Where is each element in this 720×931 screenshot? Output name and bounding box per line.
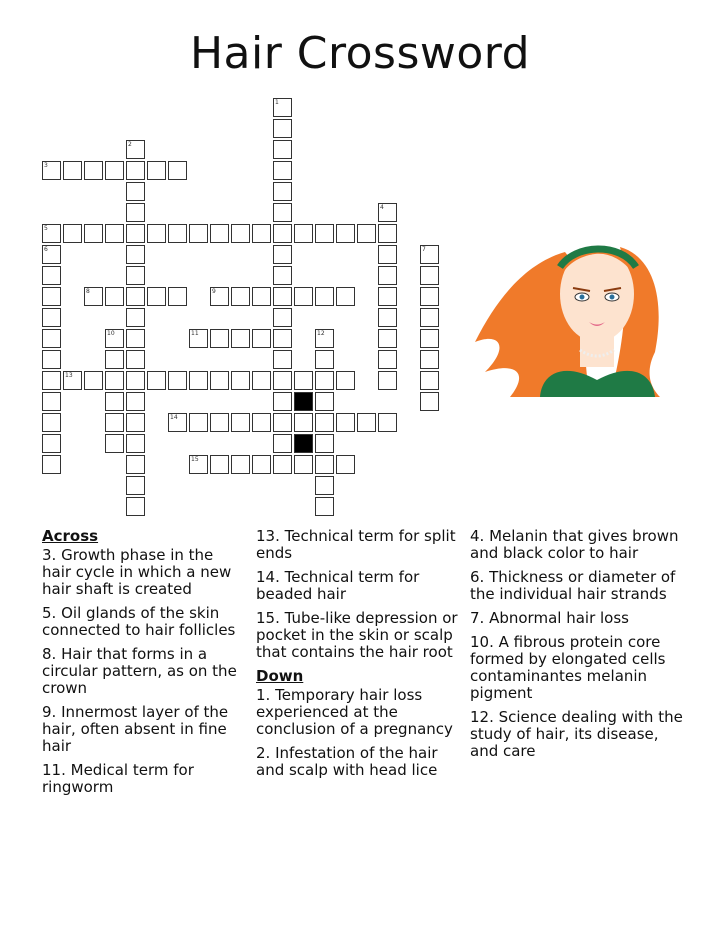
clue-item [256, 610, 464, 661]
grid-cell[interactable] [168, 161, 187, 180]
grid-cell[interactable] [231, 371, 250, 390]
clue-number: 5 [44, 225, 48, 232]
grid-cell[interactable] [315, 476, 334, 495]
clue-number-label: 4. [470, 527, 490, 545]
grid-cell[interactable] [420, 371, 439, 390]
grid-cell[interactable] [231, 224, 250, 243]
black-cell [294, 392, 313, 411]
grid-cell[interactable] [63, 224, 82, 243]
grid-cell[interactable] [273, 392, 292, 411]
grid-cell[interactable] [357, 224, 376, 243]
clue-text: Science dealing with the study of hair, its disease, and care [470, 708, 683, 760]
grid-cell[interactable] [252, 224, 271, 243]
grid-cell[interactable] [294, 224, 313, 243]
grid-cell[interactable] [315, 350, 334, 369]
grid-cell[interactable] [252, 287, 271, 306]
clue-text: Melanin that gives brown and black color to hair [470, 527, 679, 562]
grid-cell[interactable] [147, 161, 166, 180]
clue-item [256, 569, 464, 603]
grid-cell[interactable] [294, 371, 313, 390]
grid-cell[interactable] [105, 413, 124, 432]
grid-cell[interactable] [42, 308, 61, 327]
grid-cell[interactable] [126, 350, 145, 369]
clue-number: 1 [275, 99, 279, 106]
grid-cell[interactable] [42, 287, 61, 306]
clue-number: 8 [86, 288, 90, 295]
grid-cell[interactable] [105, 392, 124, 411]
grid-cell[interactable] [378, 371, 397, 390]
grid-cell[interactable] [273, 413, 292, 432]
page-title: Hair Crossword [189, 28, 531, 79]
grid-cell[interactable] [420, 329, 439, 348]
clue-number-label: 7. [470, 609, 490, 627]
woman-illustration [470, 222, 685, 402]
grid-cell[interactable] [126, 161, 145, 180]
grid-cell[interactable] [357, 413, 376, 432]
grid-cell[interactable] [273, 371, 292, 390]
grid-cell[interactable] [168, 287, 187, 306]
grid-cell[interactable] [273, 266, 292, 285]
grid-cell[interactable] [126, 476, 145, 495]
grid-cell[interactable] [126, 392, 145, 411]
grid-cell[interactable] [378, 329, 397, 348]
clue-item [42, 762, 247, 796]
grid-cell[interactable] [252, 413, 271, 432]
grid-cell[interactable] [378, 245, 397, 264]
grid-cell[interactable] [252, 329, 271, 348]
grid-cell[interactable] [42, 392, 61, 411]
clue-number: 7 [422, 246, 426, 253]
clue-text: Oil glands of the skin connected to hair follicles [42, 604, 236, 639]
clues-column-1 [42, 528, 247, 803]
grid-cell[interactable] [126, 182, 145, 201]
grid-cell[interactable] [105, 371, 124, 390]
clue-text: Growth phase in the hair cycle in which a new hair shaft is created [42, 546, 232, 598]
grid-cell[interactable] [210, 455, 229, 474]
clue-item [470, 634, 685, 702]
clue-text: Innermost layer of the hair, often absent in fine hair [42, 703, 229, 755]
grid-cell[interactable] [273, 161, 292, 180]
grid-cell[interactable] [273, 308, 292, 327]
clue-item [256, 745, 464, 779]
clue-number: 10 [107, 330, 115, 337]
grid-cell[interactable] [126, 224, 145, 243]
grid-cell[interactable] [126, 413, 145, 432]
clue-number: 4 [380, 204, 384, 211]
grid-cell[interactable] [273, 182, 292, 201]
clue-number-label: 2. [256, 744, 276, 762]
clue-text: Temporary hair loss experienced at the conclusion of a pregnancy [256, 686, 453, 738]
clue-item [42, 605, 247, 639]
grid-cell[interactable] [168, 224, 187, 243]
clue-item [42, 547, 247, 598]
grid-cell[interactable] [42, 329, 61, 348]
clue-text: Technical term for beaded hair [256, 568, 420, 603]
grid-cell[interactable] [315, 455, 334, 474]
grid-cell[interactable] [378, 224, 397, 243]
grid-cell[interactable] [42, 266, 61, 285]
clue-number: 14 [170, 414, 178, 421]
grid-cell[interactable] [315, 413, 334, 432]
grid-cell[interactable] [420, 287, 439, 306]
clue-number: 11 [191, 330, 199, 337]
clues-column-2 [256, 528, 464, 786]
grid-cell[interactable] [126, 455, 145, 474]
grid-cell[interactable] [336, 224, 355, 243]
grid-cell[interactable] [42, 455, 61, 474]
dress [540, 371, 655, 397]
grid-cell[interactable] [315, 434, 334, 453]
grid-cell[interactable] [105, 287, 124, 306]
grid-cell[interactable] [315, 224, 334, 243]
grid-cell[interactable] [252, 371, 271, 390]
grid-cell[interactable] [420, 266, 439, 285]
grid-cell[interactable] [42, 434, 61, 453]
grid-cell[interactable] [273, 224, 292, 243]
clue-text: Medical term for ringworm [42, 761, 194, 796]
grid-cell[interactable] [315, 371, 334, 390]
clue-text: Tube-like depression or pocket in the skin or scalp that contains the hair root [256, 609, 458, 661]
grid-cell[interactable] [273, 329, 292, 348]
grid-cell[interactable] [273, 245, 292, 264]
clue-number: 12 [317, 330, 325, 337]
grid-cell[interactable] [147, 371, 166, 390]
clue-number-label: 12. [470, 708, 499, 726]
grid-cell[interactable] [231, 455, 250, 474]
clue-text: A fibrous protein core formed by elongated cells contaminantes melanin pigment [470, 633, 666, 702]
grid-cell[interactable] [273, 434, 292, 453]
clue-number-label: 13. [256, 527, 285, 545]
clue-number: 9 [212, 288, 216, 295]
grid-cell[interactable] [126, 371, 145, 390]
grid-cell[interactable] [84, 371, 103, 390]
clue-text: Abnormal hair loss [489, 609, 629, 627]
clue-text: Infestation of the hair and scalp with head lice [256, 744, 438, 779]
clue-item [470, 528, 685, 562]
grid-cell[interactable] [126, 308, 145, 327]
grid-cell[interactable] [42, 413, 61, 432]
grid-cell[interactable] [378, 308, 397, 327]
clue-number-label: 14. [256, 568, 285, 586]
grid-cell[interactable] [210, 224, 229, 243]
grid-cell[interactable] [126, 497, 145, 516]
grid-cell[interactable] [210, 329, 229, 348]
clue-number: 6 [44, 246, 48, 253]
grid-cell[interactable] [63, 161, 82, 180]
clue-text: Hair that forms in a circular pattern, as on the crown [42, 645, 237, 697]
clue-item [470, 569, 685, 603]
grid-cell[interactable] [147, 287, 166, 306]
grid-cell[interactable] [273, 140, 292, 159]
grid-cell[interactable] [378, 266, 397, 285]
grid-cell[interactable] [336, 287, 355, 306]
clue-item [256, 528, 464, 562]
clue-item [42, 704, 247, 755]
clue-number-label: 8. [42, 645, 62, 663]
grid-cell[interactable] [315, 287, 334, 306]
clue-text: Technical term for split ends [256, 527, 456, 562]
grid-cell[interactable] [210, 371, 229, 390]
grid-cell[interactable] [189, 224, 208, 243]
black-cell [294, 434, 313, 453]
grid-cell[interactable] [126, 287, 145, 306]
clue-number-label: 6. [470, 568, 490, 586]
grid-cell[interactable] [273, 455, 292, 474]
grid-cell[interactable] [105, 224, 124, 243]
grid-cell[interactable] [105, 434, 124, 453]
clue-number: 15 [191, 456, 199, 463]
grid-cell[interactable] [126, 434, 145, 453]
grid-cell[interactable] [273, 350, 292, 369]
grid-cell[interactable] [315, 392, 334, 411]
clue-number-label: 5. [42, 604, 62, 622]
grid-cell[interactable] [294, 455, 313, 474]
grid-cell[interactable] [189, 413, 208, 432]
clue-item [42, 646, 247, 697]
grid-cell[interactable] [294, 287, 313, 306]
clue-number-label: 1. [256, 686, 276, 704]
clue-number-label: 3. [42, 546, 62, 564]
clue-item [256, 687, 464, 738]
grid-cell[interactable] [210, 413, 229, 432]
clues-column-3 [470, 528, 685, 767]
across-header: Across [42, 527, 99, 545]
grid-cell[interactable] [273, 119, 292, 138]
grid-cell[interactable] [147, 224, 166, 243]
grid-cell[interactable] [126, 266, 145, 285]
grid-cell[interactable] [378, 350, 397, 369]
grid-cell[interactable] [231, 287, 250, 306]
grid-cell[interactable] [231, 413, 250, 432]
clue-number-label: 15. [256, 609, 285, 627]
clue-text: Thickness or diameter of the individual hair strands [470, 568, 676, 603]
grid-cell[interactable] [189, 371, 208, 390]
grid-cell[interactable] [336, 455, 355, 474]
grid-cell[interactable] [378, 287, 397, 306]
grid-cell[interactable] [231, 329, 250, 348]
clue-number-label: 10. [470, 633, 499, 651]
grid-cell[interactable] [420, 350, 439, 369]
grid-cell[interactable] [126, 329, 145, 348]
clue-number: 3 [44, 162, 48, 169]
clue-item [470, 709, 685, 760]
grid-cell[interactable] [126, 245, 145, 264]
grid-cell[interactable] [315, 497, 334, 516]
grid-cell[interactable] [126, 203, 145, 222]
grid-cell[interactable] [252, 455, 271, 474]
down-header: Down [256, 667, 304, 685]
grid-cell[interactable] [378, 413, 397, 432]
clue-number-label: 11. [42, 761, 71, 779]
grid-cell[interactable] [273, 287, 292, 306]
clue-number: 13 [65, 372, 73, 379]
grid-cell[interactable] [420, 392, 439, 411]
grid-cell[interactable] [105, 161, 124, 180]
clue-number: 2 [128, 141, 132, 148]
grid-cell[interactable] [294, 413, 313, 432]
grid-cell[interactable] [42, 371, 61, 390]
grid-cell[interactable] [420, 308, 439, 327]
grid-cell[interactable] [42, 350, 61, 369]
grid-cell[interactable] [336, 413, 355, 432]
grid-cell[interactable] [273, 203, 292, 222]
grid-cell[interactable] [84, 224, 103, 243]
clue-number-label: 9. [42, 703, 62, 721]
grid-cell[interactable] [336, 371, 355, 390]
grid-cell[interactable] [168, 371, 187, 390]
grid-cell[interactable] [84, 161, 103, 180]
grid-cell[interactable] [105, 350, 124, 369]
clue-item [470, 610, 685, 627]
